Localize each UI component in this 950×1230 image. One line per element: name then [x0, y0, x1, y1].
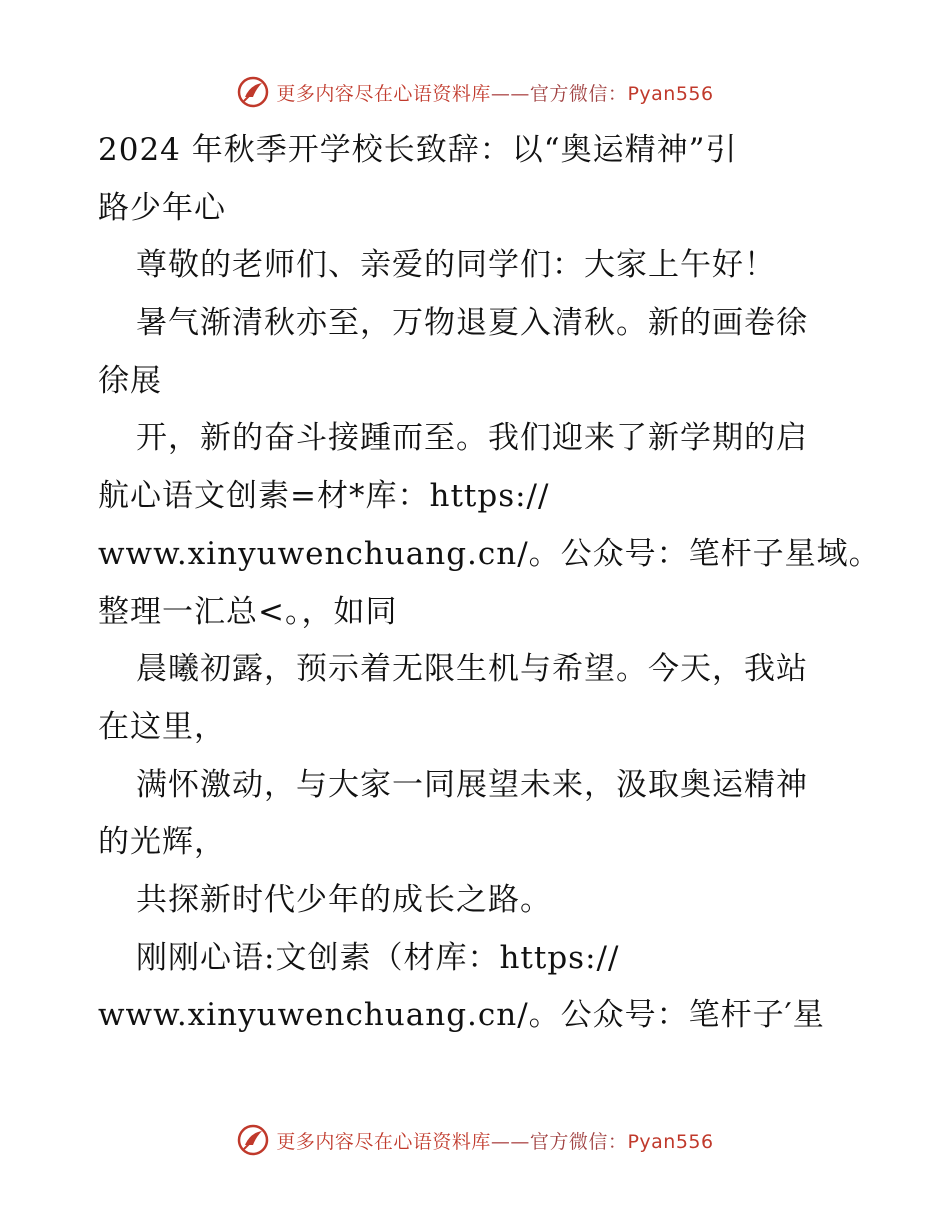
- banner-text: [276, 79, 713, 106]
- paragraph-line: 航心语文创素=材*库：https://: [98, 478, 550, 515]
- paragraph-line: 晨曦初露，预示着无限生机与希望。今天，我站: [136, 651, 808, 688]
- title-line-1: 2024 年秋季开学校长致辞：以“奥运精神”引: [98, 132, 738, 168]
- paragraph-line: 开，新的奋斗接踵而至。我们迎来了新学期的启: [136, 420, 808, 457]
- title-line-2: 路少年心: [98, 189, 226, 226]
- brand-logo-icon: [236, 1123, 270, 1157]
- banner-wechat-label: 官方微信：: [529, 82, 628, 105]
- paragraph-line: 整理一汇总<。，如同: [98, 593, 398, 630]
- paragraph-line: www.xinyuwenchuang.cn/。公众号：笔杆子′星: [98, 997, 825, 1034]
- paragraph-line: 满怀激动，与大家一同展望未来，汲取奥运精神: [136, 766, 808, 803]
- banner-main-text: 更多内容尽在心语资料库: [276, 1130, 491, 1153]
- banner-text: [276, 1127, 713, 1154]
- banner-wechat-label: 官方微信：: [529, 1130, 628, 1153]
- header-banner: [0, 72, 950, 112]
- banner-wechat-id: Pyan556: [627, 82, 714, 105]
- paragraph-line: 的光辉，: [98, 824, 226, 861]
- paragraph-line: 共探新时代少年的成长之路。: [136, 881, 552, 918]
- brand-logo-icon: [236, 75, 270, 109]
- paragraph-line: 尊敬的老师们、亲爱的同学们：大家上午好！: [136, 247, 776, 284]
- banner-dash: ——: [490, 82, 530, 105]
- banner-main-text: 更多内容尽在心语资料库: [276, 82, 491, 105]
- footer-banner: [0, 1120, 950, 1160]
- banner-wechat-id: Pyan556: [627, 1130, 714, 1153]
- paragraph-line: www.xinyuwenchuang.cn/。公众号：笔杆子星域。: [98, 535, 881, 572]
- paragraph-line: 刚刚心语:文创素（材库：https://: [136, 939, 620, 976]
- paragraph-line: 在这里，: [98, 708, 226, 745]
- paragraph-line: 暑气渐清秋亦至，万物退夏入清秋。新的画卷徐: [136, 305, 808, 342]
- banner-dash: ——: [490, 1130, 530, 1153]
- paragraph-line: 徐展: [98, 362, 162, 399]
- document-body: [98, 122, 881, 1045]
